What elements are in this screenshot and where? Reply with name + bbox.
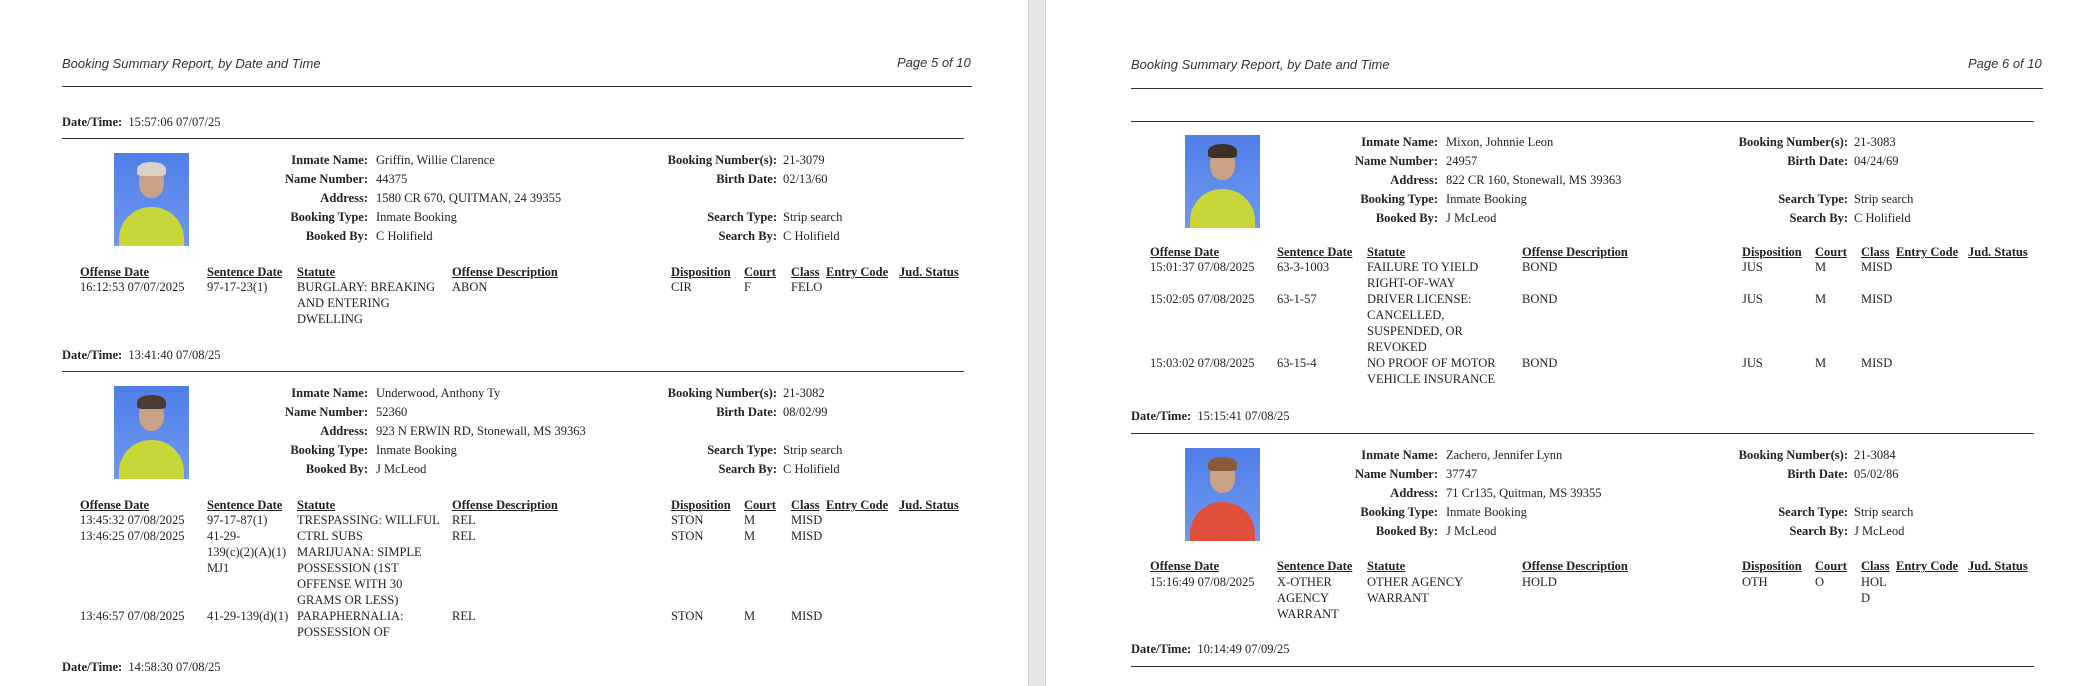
offense-description: ABON	[452, 280, 488, 294]
col-statute: Statute	[297, 498, 336, 512]
search-type-label: Search Type:	[707, 443, 777, 457]
offense-date: 13:46:57 07/08/2025	[80, 609, 185, 623]
col-class: Class	[1861, 559, 1890, 573]
col-jud-status: Jud. Status	[1968, 245, 2028, 259]
booking-number: 21-3079	[783, 153, 825, 167]
report-header-title: Booking Summary Report, by Date and Time	[1131, 57, 1390, 72]
sentence-date: X-OTHER AGENCY WARRANT	[1277, 575, 1339, 621]
disposition: STON	[671, 609, 704, 623]
page-gutter	[1028, 0, 1046, 686]
offense-description: BOND	[1522, 356, 1558, 370]
page-number: Page 5 of 10	[897, 55, 971, 70]
booking-type: Inmate Booking	[376, 210, 457, 224]
court: F	[744, 280, 751, 294]
offense-date: 13:45:32 07/08/2025	[80, 513, 185, 527]
court: M	[744, 529, 756, 543]
col-offense-date: Offense Date	[80, 498, 150, 512]
col-jud-status: Jud. Status	[1968, 559, 2028, 573]
header-rule	[62, 86, 972, 87]
col-offense-description: Offense Description	[452, 265, 558, 279]
col-offense-description: Offense Description	[1522, 559, 1628, 573]
col-jud-status: Jud. Status	[899, 498, 959, 512]
inmate-name: Underwood, Anthony Ty	[376, 386, 501, 400]
booking-number: 21-3083	[1854, 135, 1896, 149]
col-jud-status: Jud. Status	[899, 265, 959, 279]
booking-type: Inmate Booking	[1446, 505, 1527, 519]
birth-date: 05/02/86	[1854, 467, 1899, 481]
class: MISD	[791, 529, 823, 543]
sentence-date: 97-17-23(1)	[207, 280, 268, 294]
statute: NO PROOF OF MOTOR VEHICLE INSURANCE	[1367, 356, 1496, 386]
inmate-name-label: Inmate Name:	[1361, 135, 1438, 149]
birth-date: 02/13/60	[783, 172, 828, 186]
sentence-date: 97-17-87(1)	[207, 513, 268, 527]
datetime-row	[62, 114, 220, 130]
birth-date-label: Birth Date:	[1787, 154, 1848, 168]
inmate-name-label: Inmate Name:	[291, 153, 368, 167]
col-sentence-date: Sentence Date	[207, 498, 283, 512]
inmate-name: Zachero, Jennifer Lynn	[1446, 448, 1563, 462]
disposition: STON	[671, 513, 704, 527]
class: FELO	[791, 280, 823, 294]
address: 1580 CR 670, QUITMAN, 24 39355	[376, 191, 562, 205]
col-statute: Statute	[297, 265, 336, 279]
search-type-label: Search Type:	[1778, 192, 1848, 206]
birth-date-label: Birth Date:	[1787, 467, 1848, 481]
statute: FAILURE TO YIELD RIGHT-OF-WAY	[1367, 260, 1479, 290]
col-offense-date: Offense Date	[1150, 559, 1220, 573]
section-rule	[1131, 121, 2034, 122]
class: MISD	[1861, 260, 1893, 274]
booked-by: J McLeod	[1446, 211, 1497, 225]
col-sentence-date: Sentence Date	[1277, 245, 1353, 259]
search-type-label: Search Type:	[1778, 505, 1848, 519]
shirt-shape	[119, 207, 184, 246]
search-by: C Holifield	[783, 462, 840, 476]
booked-by: C Holifield	[376, 229, 433, 243]
inmate-name-label: Inmate Name:	[291, 386, 368, 400]
address-label: Address:	[1390, 486, 1438, 500]
datetime-label: Date/Time:	[62, 348, 123, 362]
offense-date: 16:12:53 07/07/2025	[80, 280, 185, 294]
sentence-date: 41-29-139(d)(1)	[207, 609, 289, 623]
col-class: Class	[791, 265, 820, 279]
court: M	[1815, 356, 1827, 370]
sentence-date: 63-3-1003	[1277, 260, 1330, 274]
court: M	[1815, 260, 1827, 274]
court: M	[744, 609, 756, 623]
statute: PARAPHERNALIA: POSSESSION OF	[297, 609, 404, 639]
offense-description: BOND	[1522, 292, 1558, 306]
shirt-shape	[119, 440, 184, 479]
col-entry-code: Entry Code	[826, 265, 889, 279]
col-offense-description: Offense Description	[452, 498, 558, 512]
address: 822 CR 160, Stonewall, MS 39363	[1446, 173, 1622, 187]
search-type-label: Search Type:	[707, 210, 777, 224]
booking-number-label: Booking Number(s):	[1738, 448, 1848, 462]
col-court: Court	[744, 498, 776, 512]
booking-number: 21-3082	[783, 386, 825, 400]
court: M	[744, 513, 756, 527]
search-by: C Holifield	[1854, 211, 1911, 225]
col-sentence-date: Sentence Date	[207, 265, 283, 279]
col-disposition: Disposition	[1742, 559, 1802, 573]
mugshot-photo	[114, 153, 189, 246]
address-label: Address:	[320, 191, 368, 205]
col-entry-code: Entry Code	[1896, 559, 1959, 573]
section-rule	[1131, 433, 2034, 434]
statute: DRIVER LICENSE: CANCELLED, SUSPENDED, OR REVOKED	[1367, 292, 1472, 354]
booked-by-label: Booked By:	[1375, 524, 1438, 538]
offense-date: 13:46:25 07/08/2025	[80, 529, 185, 543]
statute: TRESPASSING: WILLFUL	[297, 513, 440, 527]
address: 71 Cr135, Quitman, MS 39355	[1446, 486, 1602, 500]
col-disposition: Disposition	[671, 265, 731, 279]
col-offense-description: Offense Description	[1522, 245, 1628, 259]
col-disposition: Disposition	[671, 498, 731, 512]
name-number: 24957	[1446, 154, 1478, 168]
col-class: Class	[791, 498, 820, 512]
section-rule	[62, 371, 964, 372]
offense-description: REL	[452, 609, 476, 623]
col-disposition: Disposition	[1742, 245, 1802, 259]
datetime-label: Date/Time:	[62, 115, 123, 129]
hair-shape	[1208, 144, 1237, 158]
section-rule	[1131, 666, 2034, 667]
booked-by-label: Booked By:	[305, 462, 368, 476]
shirt-shape	[1190, 189, 1255, 228]
col-entry-code: Entry Code	[826, 498, 889, 512]
hair-shape	[1208, 457, 1237, 471]
col-court: Court	[1815, 559, 1847, 573]
name-number: 52360	[376, 405, 408, 419]
address-label: Address:	[320, 424, 368, 438]
col-entry-code: Entry Code	[1896, 245, 1959, 259]
col-court: Court	[1815, 245, 1847, 259]
col-class: Class	[1861, 245, 1890, 259]
class: HOL D	[1861, 575, 1887, 605]
search-type: Strip search	[783, 443, 843, 457]
sentence-date: 63-1-57	[1277, 292, 1317, 306]
search-by: J McLeod	[1854, 524, 1905, 538]
court: M	[1815, 292, 1827, 306]
birth-date: 04/24/69	[1854, 154, 1899, 168]
court: O	[1815, 575, 1825, 589]
booked-by-label: Booked By:	[1375, 211, 1438, 225]
datetime-value: 13:41:40 07/08/25	[128, 348, 221, 362]
search-type: Strip search	[1854, 192, 1914, 206]
class: MISD	[1861, 292, 1893, 306]
address-label: Address:	[1390, 173, 1438, 187]
booking-number: 21-3084	[1854, 448, 1896, 462]
inmate-name: Griffin, Willie Clarence	[376, 153, 495, 167]
statute: OTHER AGENCY WARRANT	[1367, 575, 1464, 605]
disposition: JUS	[1742, 292, 1763, 306]
search-by: C Holifield	[783, 229, 840, 243]
datetime-row	[62, 347, 220, 363]
booking-number-label: Booking Number(s):	[667, 386, 777, 400]
offense-description: REL	[452, 513, 476, 527]
booking-type-label: Booking Type:	[1360, 192, 1438, 206]
report-header-title: Booking Summary Report, by Date and Time	[62, 56, 321, 71]
col-offense-date: Offense Date	[80, 265, 150, 279]
datetime-value: 15:15:41 07/08/25	[1197, 409, 1290, 423]
datetime-value: 15:57:06 07/07/25	[128, 115, 221, 129]
datetime-value: 10:14:49 07/09/25	[1197, 642, 1290, 656]
disposition: OTH	[1742, 575, 1768, 589]
header-rule	[1131, 88, 2043, 89]
col-sentence-date: Sentence Date	[1277, 559, 1353, 573]
offense-date: 15:02:05 07/08/2025	[1150, 292, 1255, 306]
report-page-6	[1046, 0, 2098, 686]
offense-description: BOND	[1522, 260, 1558, 274]
disposition: CIR	[671, 280, 692, 294]
col-statute: Statute	[1367, 245, 1406, 259]
class: MISD	[791, 513, 823, 527]
mugshot-photo	[1185, 448, 1260, 541]
sentence-date: 41-29- 139(c)(2)(A)(1) MJ1	[207, 529, 287, 575]
address: 923 N ERWIN RD, Stonewall, MS 39363	[376, 424, 586, 438]
datetime-value: 14:58:30 07/08/25	[128, 660, 221, 674]
col-court: Court	[744, 265, 776, 279]
disposition: STON	[671, 529, 704, 543]
datetime-row	[1131, 408, 1289, 424]
search-by-label: Search By:	[718, 462, 777, 476]
offense-description: REL	[452, 529, 476, 543]
datetime-row	[62, 659, 220, 675]
birth-date-label: Birth Date:	[716, 172, 777, 186]
booking-type-label: Booking Type:	[1360, 505, 1438, 519]
section-rule	[62, 138, 964, 139]
booked-by: J McLeod	[376, 462, 427, 476]
name-number: 37747	[1446, 467, 1478, 481]
booking-type: Inmate Booking	[376, 443, 457, 457]
birth-date: 08/02/99	[783, 405, 828, 419]
col-statute: Statute	[1367, 559, 1406, 573]
hair-shape	[137, 162, 166, 176]
booking-number-label: Booking Number(s):	[667, 153, 777, 167]
page-number: Page 6 of 10	[1968, 56, 2042, 71]
disposition: JUS	[1742, 260, 1763, 274]
name-number-label: Name Number:	[1355, 467, 1438, 481]
statute: BURGLARY: BREAKING AND ENTERING DWELLING	[297, 280, 436, 326]
inmate-name-label: Inmate Name:	[1361, 448, 1438, 462]
datetime-label: Date/Time:	[1131, 642, 1192, 656]
disposition: JUS	[1742, 356, 1763, 370]
search-type: Strip search	[1854, 505, 1914, 519]
search-by-label: Search By:	[718, 229, 777, 243]
name-number-label: Name Number:	[1355, 154, 1438, 168]
offense-date: 15:01:37 07/08/2025	[1150, 260, 1255, 274]
datetime-label: Date/Time:	[62, 660, 123, 674]
booking-type-label: Booking Type:	[290, 443, 368, 457]
mugshot-photo	[114, 386, 189, 479]
inmate-name: Mixon, Johnnie Leon	[1446, 135, 1554, 149]
booked-by: J McLeod	[1446, 524, 1497, 538]
offense-date: 15:03:02 07/08/2025	[1150, 356, 1255, 370]
class: MISD	[1861, 356, 1893, 370]
shirt-shape	[1190, 502, 1255, 541]
birth-date-label: Birth Date:	[716, 405, 777, 419]
search-by-label: Search By:	[1789, 211, 1848, 225]
search-type: Strip search	[783, 210, 843, 224]
datetime-label: Date/Time:	[1131, 409, 1192, 423]
hair-shape	[137, 395, 166, 409]
col-offense-date: Offense Date	[1150, 245, 1220, 259]
offense-date: 15:16:49 07/08/2025	[1150, 575, 1255, 589]
statute: CTRL SUBS MARIJUANA: SIMPLE POSSESSION (1ST OFFENSE WITH 30 GRAMS OR LESS)	[297, 529, 422, 607]
booked-by-label: Booked By:	[305, 229, 368, 243]
booking-type: Inmate Booking	[1446, 192, 1527, 206]
name-number-label: Name Number:	[285, 405, 368, 419]
report-page-5	[0, 0, 1028, 686]
mugshot-photo	[1185, 135, 1260, 228]
datetime-row	[1131, 641, 1289, 657]
class: MISD	[791, 609, 823, 623]
name-number: 44375	[376, 172, 408, 186]
search-by-label: Search By:	[1789, 524, 1848, 538]
sentence-date: 63-15-4	[1277, 356, 1317, 370]
booking-type-label: Booking Type:	[290, 210, 368, 224]
name-number-label: Name Number:	[285, 172, 368, 186]
offense-description: HOLD	[1522, 575, 1557, 589]
booking-number-label: Booking Number(s):	[1738, 135, 1848, 149]
